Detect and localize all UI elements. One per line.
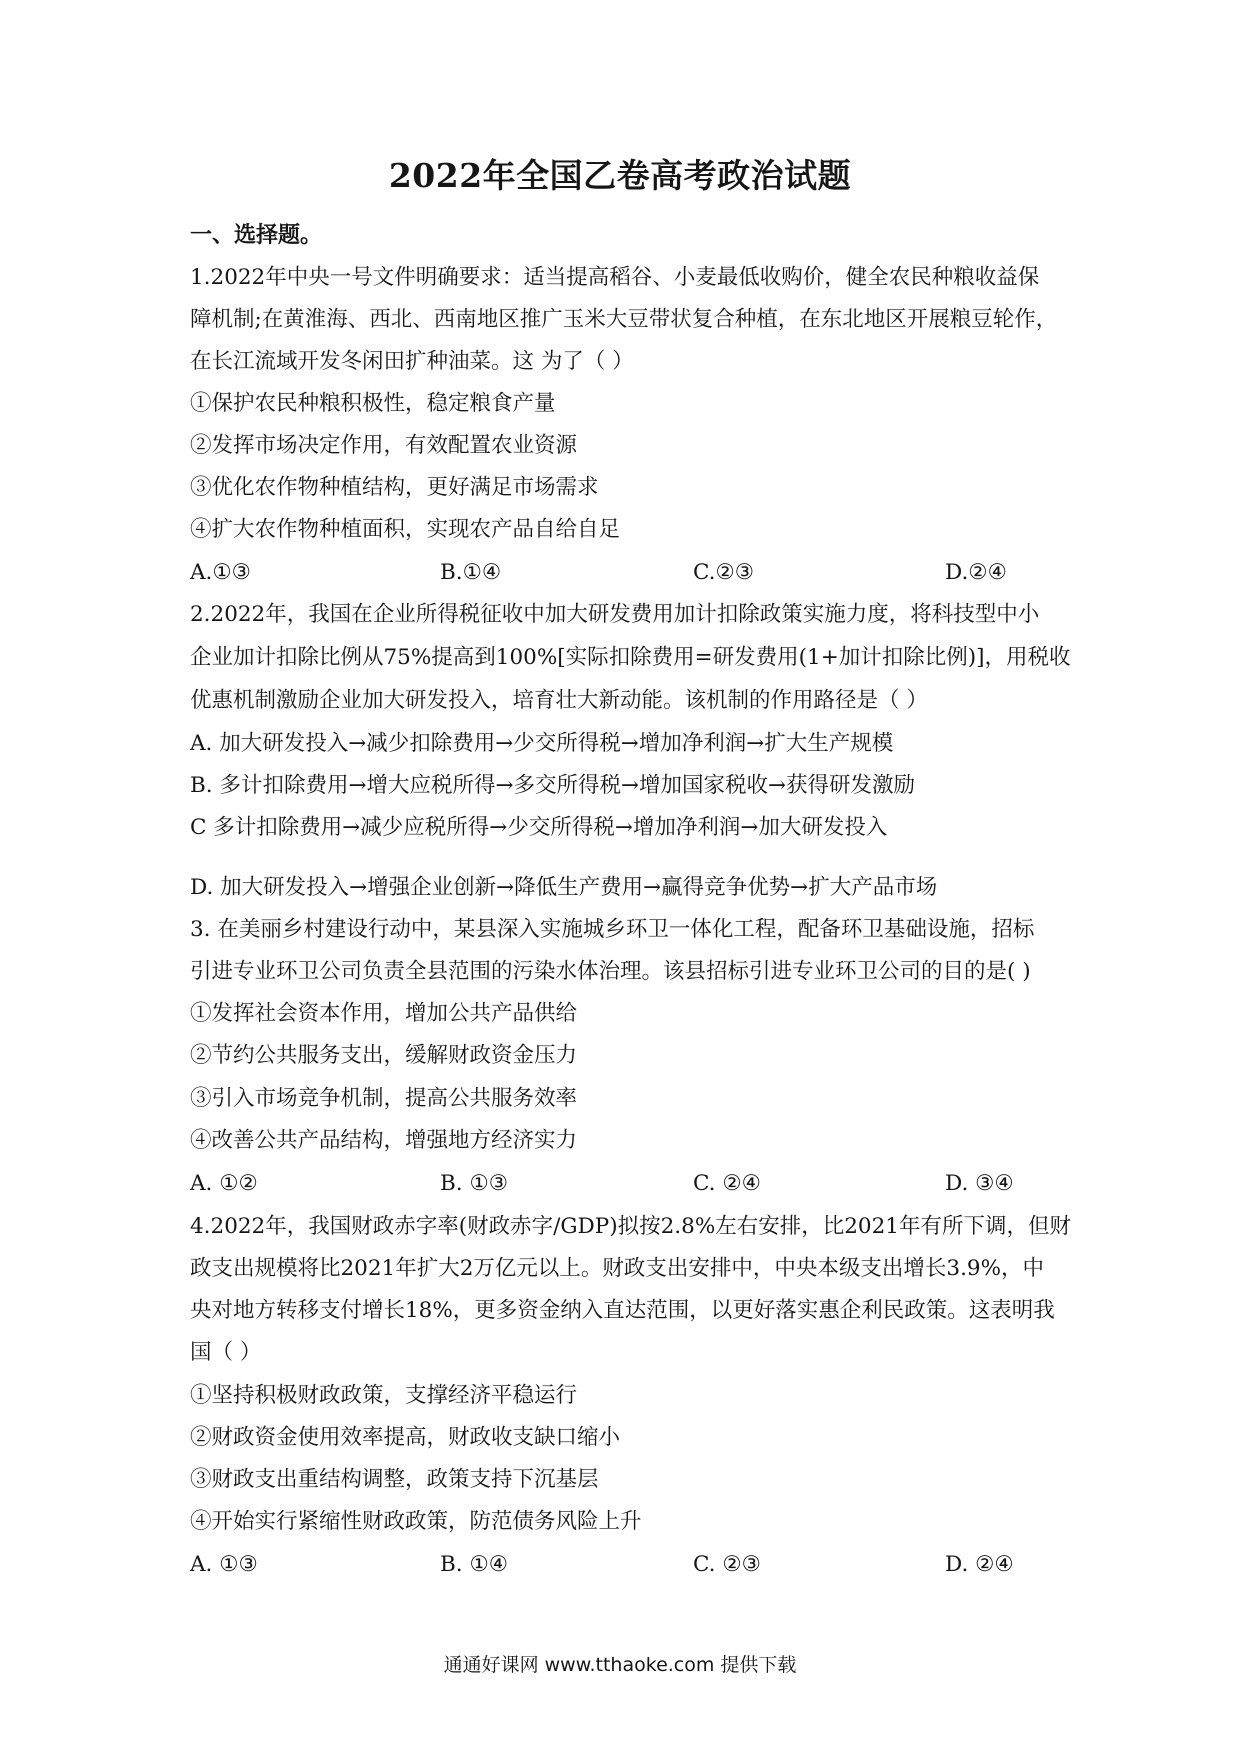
q3-statement: ③引入市场竞争机制，提高公共服务效率 [190, 1086, 578, 1111]
q2-choice-b: B. 多计扣除费用→增大应税所得→多交所得税→增加国家税收→获得研发激励 [190, 773, 916, 798]
q3-option-c: C. ②④ [693, 1171, 761, 1196]
q2-choice-d: D. 加大研发投入→增强企业创新→降低生产费用→赢得竞争优势→扩大产品市场 [190, 875, 938, 900]
q1-option-d: D.②④ [945, 560, 1007, 585]
q4-option-d: D. ②④ [945, 1552, 1014, 1577]
q4-option-b: B. ①④ [440, 1552, 509, 1577]
q3-stem-line: 3. 在美丽乡村建设行动中，某县深入实施城乡环卫一体化工程，配备环卫基础设施，招标 [190, 917, 1035, 942]
q2-stem-line: 优惠机制激励企业加大研发投入，培育壮大新动能。该机制的作用路径是（ ） [190, 688, 928, 713]
q3-option-b: B. ①③ [440, 1171, 509, 1196]
q4-statement: ③财政支出重结构调整，政策支持下沉基层 [190, 1467, 599, 1492]
q4-statement: ②财政资金使用效率提高，财政收支缺口缩小 [190, 1425, 621, 1450]
q2-choice-c: C 多计扣除费用→减少应税所得→少交所得税→增加净利润→加大研发投入 [190, 815, 888, 840]
q3-option-d: D. ③④ [945, 1171, 1014, 1196]
q4-stem-line: 国（ ） [190, 1340, 262, 1365]
q2-choice-a: A. 加大研发投入→减少扣除费用→少交所得税→增加净利润→扩大生产规模 [190, 731, 894, 756]
q4-statement: ④开始实行紧缩性财政政策，防范债务风险上升 [190, 1509, 642, 1534]
q3-option-a: A. ①② [190, 1171, 258, 1196]
q1-stem-line: 障机制;在黄淮海、西北、西南地区推广玉米大豆带状复合种植，在东北地区开展粮豆轮作， [190, 307, 1058, 332]
q4-stem-line: 政支出规模将比2021年扩大2万亿元以上。财政支出安排中，中央本级支出增长3.9%，中 [190, 1256, 1045, 1281]
q4-statement: ①坚持积极财政政策，支撑经济平稳运行 [190, 1383, 578, 1408]
q1-option-c: C.②③ [693, 560, 755, 585]
q4-option-c: C. ②③ [693, 1552, 761, 1577]
q1-statement: ①保护农民种粮积极性，稳定粮食产量 [190, 391, 556, 416]
q1-option-b: B.①④ [440, 560, 502, 585]
q3-stem-line: 引进专业环卫公司负责全县范围的污染水体治理。该县招标引进专业环卫公司的目的是( ) [190, 959, 1031, 984]
q1-stem-line: 1.2022年中央一号文件明确要求：适当提高稻谷、小麦最低收购价，健全农民种粮收益保 [190, 265, 1040, 290]
q2-stem-line: 企业加计扣除比例从75%提高到100%[实际扣除费用=研发费用(1+加计扣除比例)]，用税收 [190, 645, 1071, 670]
q1-statement: ②发挥市场决定作用，有效配置农业资源 [190, 433, 578, 458]
page-title: 2022年全国乙卷高考政治试题 [388, 156, 852, 195]
q3-statement: ④改善公共产品结构，增强地方经济实力 [190, 1128, 578, 1153]
q1-stem-line: 在长江流域开发冬闲田扩种油菜。这 为了（ ） [190, 349, 634, 374]
q1-option-a: A.①③ [190, 560, 251, 585]
q3-statement: ①发挥社会资本作用，增加公共产品供给 [190, 1001, 578, 1026]
q1-statement: ③优化农作物种植结构，更好满足市场需求 [190, 475, 599, 500]
q4-stem-line: 央对地方转移支付增长18%，更多资金纳入直达范围，以更好落实惠企利民政策。这表明我 [190, 1298, 1055, 1323]
q4-stem-line: 4.2022年，我国财政赤字率(财政赤字/GDP)拟按2.8%左右安排，比2021年有所下调，但财 [190, 1214, 1071, 1239]
section-heading: 一、选择题。 [190, 222, 323, 248]
page-footer: 通通好课网 www.tthaoke.com 提供下载 [443, 1654, 797, 1676]
q1-statement: ④扩大农作物种植面积，实现农产品自给自足 [190, 517, 621, 542]
q4-option-a: A. ①③ [190, 1552, 258, 1577]
q2-stem-line: 2.2022年，我国在企业所得税征收中加大研发费用加计扣除政策实施力度，将科技型中小 [190, 602, 1040, 627]
q3-statement: ②节约公共服务支出，缓解财政资金压力 [190, 1043, 578, 1068]
